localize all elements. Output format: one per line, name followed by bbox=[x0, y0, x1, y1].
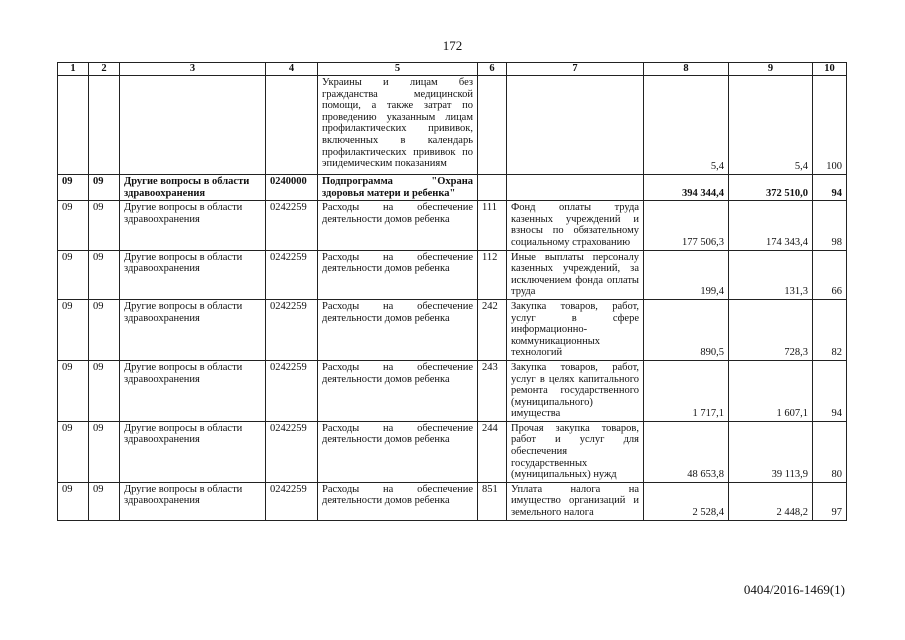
plan-amount: 394 344,4 bbox=[644, 175, 729, 201]
expense-type-name: Прочая закупка товаров, работ и услуг для обеспечения государственных (муниципальных) нужд bbox=[507, 421, 644, 482]
col-header-10: 10 bbox=[813, 63, 847, 76]
expense-type-name: Закупка товаров, работ, услуг в целях капитального ремонта государственного (муниципального) имущества bbox=[507, 360, 644, 421]
continuation-description: Украины и лицам без гражданства медицинской помощи, а также затрат по проведению указанным лицам профилактических прививок, включенных в календарь профилактических прививок по эпидемическим показаниям bbox=[318, 76, 478, 175]
section-code: 09 bbox=[58, 299, 89, 360]
plan-amount: 177 506,3 bbox=[644, 201, 729, 250]
table-row bbox=[58, 299, 847, 360]
percent: 80 bbox=[813, 421, 847, 482]
fact-amount: 372 510,0 bbox=[729, 175, 813, 201]
percent: 97 bbox=[813, 482, 847, 520]
fact-amount: 2 448,2 bbox=[729, 482, 813, 520]
section-name: Другие вопросы в области здравоохранения bbox=[120, 299, 266, 360]
target-code: 0242259 bbox=[266, 482, 318, 520]
subprogram-row bbox=[58, 175, 847, 201]
fact-amount: 1 607,1 bbox=[729, 360, 813, 421]
col-header-6: 6 bbox=[478, 63, 507, 76]
header-row bbox=[58, 63, 847, 76]
expense-description: Расходы на обеспечение деятельности домов ребенка bbox=[318, 201, 478, 250]
expense-description: Расходы на обеспечение деятельности домов ребенка bbox=[318, 299, 478, 360]
target-code: 0242259 bbox=[266, 201, 318, 250]
section-name: Другие вопросы в области здравоохранения bbox=[120, 175, 266, 201]
target-code: 0242259 bbox=[266, 360, 318, 421]
percent: 98 bbox=[813, 201, 847, 250]
section-code: 09 bbox=[58, 201, 89, 250]
plan-amount: 1 717,1 bbox=[644, 360, 729, 421]
continuation-percent: 100 bbox=[813, 76, 847, 175]
table-row bbox=[58, 201, 847, 250]
expense-description: Расходы на обеспечение деятельности домов ребенка bbox=[318, 360, 478, 421]
percent: 82 bbox=[813, 299, 847, 360]
expense-type-code: 244 bbox=[478, 421, 507, 482]
subsection-code: 09 bbox=[89, 201, 120, 250]
table-row bbox=[58, 482, 847, 520]
col-header-7: 7 bbox=[507, 63, 644, 76]
expense-description: Расходы на обеспечение деятельности домов ребенка bbox=[318, 482, 478, 520]
subsection-code: 09 bbox=[89, 250, 120, 299]
plan-amount: 2 528,4 bbox=[644, 482, 729, 520]
target-code: 0242259 bbox=[266, 421, 318, 482]
percent: 94 bbox=[813, 360, 847, 421]
section-name: Другие вопросы в области здравоохранения bbox=[120, 421, 266, 482]
continuation-fact: 5,4 bbox=[729, 76, 813, 175]
subprogram-name: Подпрограмма "Охрана здоровья матери и ребенка" bbox=[318, 175, 478, 201]
section-code: 09 bbox=[58, 482, 89, 520]
expense-type-code: 242 bbox=[478, 299, 507, 360]
plan-amount: 890,5 bbox=[644, 299, 729, 360]
plan-amount: 199,4 bbox=[644, 250, 729, 299]
percent: 66 bbox=[813, 250, 847, 299]
subsection-code: 09 bbox=[89, 421, 120, 482]
document-code: 0404/2016-1469(1) bbox=[743, 582, 845, 597]
expense-description: Расходы на обеспечение деятельности домов ребенка bbox=[318, 250, 478, 299]
col-header-8: 8 bbox=[644, 63, 729, 76]
page-number: 172 bbox=[442, 38, 463, 53]
subsection-code: 09 bbox=[89, 360, 120, 421]
continuation-row bbox=[58, 76, 847, 175]
subsection-code: 09 bbox=[89, 482, 120, 520]
section-name: Другие вопросы в области здравоохранения bbox=[120, 250, 266, 299]
section-code: 09 bbox=[58, 175, 89, 201]
plan-amount: 48 653,8 bbox=[644, 421, 729, 482]
section-name: Другие вопросы в области здравоохранения bbox=[120, 482, 266, 520]
col-header-4: 4 bbox=[266, 63, 318, 76]
expense-type-name bbox=[507, 175, 644, 201]
target-code: 0240000 bbox=[266, 175, 318, 201]
expense-type-code: 851 bbox=[478, 482, 507, 520]
expense-type-code bbox=[478, 175, 507, 201]
col-header-5: 5 bbox=[318, 63, 478, 76]
budget-table bbox=[57, 62, 847, 521]
expense-type-name: Уплата налога на имущество организаций и земельного налога bbox=[507, 482, 644, 520]
fact-amount: 131,3 bbox=[729, 250, 813, 299]
continuation-plan: 5,4 bbox=[644, 76, 729, 175]
table-row bbox=[58, 360, 847, 421]
percent: 94 bbox=[813, 175, 847, 201]
expense-type-name: Фонд оплаты труда казенных учреждений и взносы по обязательному социальному страхованию bbox=[507, 201, 644, 250]
expense-type-name: Иные выплаты персоналу казенных учреждений, за исключением фонда оплаты труда bbox=[507, 250, 644, 299]
fact-amount: 174 343,4 bbox=[729, 201, 813, 250]
section-code: 09 bbox=[58, 250, 89, 299]
col-header-3: 3 bbox=[120, 63, 266, 76]
col-header-2: 2 bbox=[89, 63, 120, 76]
subsection-code: 09 bbox=[89, 299, 120, 360]
fact-amount: 728,3 bbox=[729, 299, 813, 360]
table-row bbox=[58, 421, 847, 482]
col-header-9: 9 bbox=[729, 63, 813, 76]
expense-type-code: 112 bbox=[478, 250, 507, 299]
section-name: Другие вопросы в области здравоохранения bbox=[120, 201, 266, 250]
expense-type-code: 111 bbox=[478, 201, 507, 250]
target-code: 0242259 bbox=[266, 250, 318, 299]
section-code: 09 bbox=[58, 360, 89, 421]
section-code: 09 bbox=[58, 421, 89, 482]
subsection-code: 09 bbox=[89, 175, 120, 201]
table-row bbox=[58, 250, 847, 299]
col-header-1: 1 bbox=[58, 63, 89, 76]
expense-type-code: 243 bbox=[478, 360, 507, 421]
section-name: Другие вопросы в области здравоохранения bbox=[120, 360, 266, 421]
target-code: 0242259 bbox=[266, 299, 318, 360]
fact-amount: 39 113,9 bbox=[729, 421, 813, 482]
expense-type-name: Закупка товаров, работ, услуг в сфере информационно-коммуникационных технологий bbox=[507, 299, 644, 360]
expense-description: Расходы на обеспечение деятельности домов ребенка bbox=[318, 421, 478, 482]
